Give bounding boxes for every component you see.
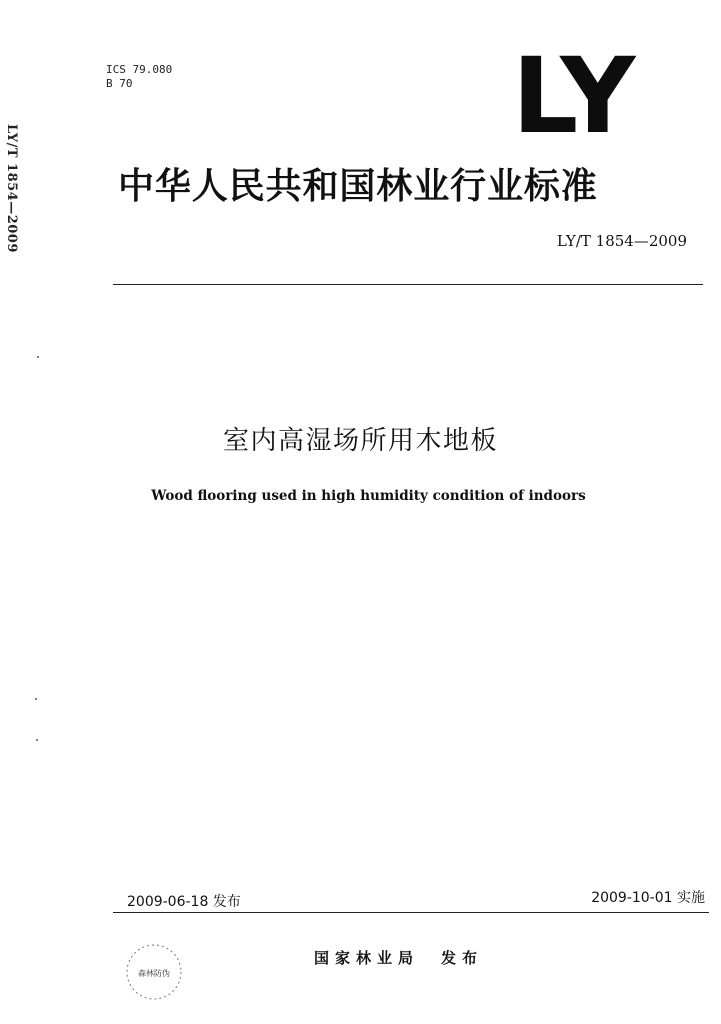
- standard-number: LY/T 1854—2009: [556, 232, 687, 250]
- issue-date: 2009-06-18 发布: [127, 894, 241, 910]
- header-divider: [113, 284, 703, 285]
- stamp-text: 森林防伪: [138, 969, 170, 978]
- ccs-code: B 70: [106, 77, 133, 90]
- title-english: Wood flooring used in high humidity condition of indoors: [151, 488, 586, 504]
- title-chinese: 室内高湿场所用木地板: [222, 426, 498, 456]
- publisher-line: [314, 947, 483, 969]
- ics-code: ICS 79.080: [106, 63, 173, 76]
- scan-speck: [36, 739, 38, 741]
- anti-counterfeit-stamp: [122, 940, 186, 1004]
- scan-speck: [35, 698, 37, 700]
- ly-logo: LY: [512, 35, 634, 157]
- footer-divider: [113, 912, 709, 913]
- spine-standard-code: LY/T 1854—2009: [4, 124, 19, 253]
- classification-codes: [106, 63, 172, 91]
- publisher-name: 国家林业局: [314, 949, 420, 967]
- standard-organization: 中华人民共和国林业行业标准: [118, 166, 598, 207]
- effective-date: 2009-10-01 实施: [591, 890, 705, 906]
- scan-speck: [37, 356, 39, 358]
- publisher-action: 发布: [441, 949, 484, 967]
